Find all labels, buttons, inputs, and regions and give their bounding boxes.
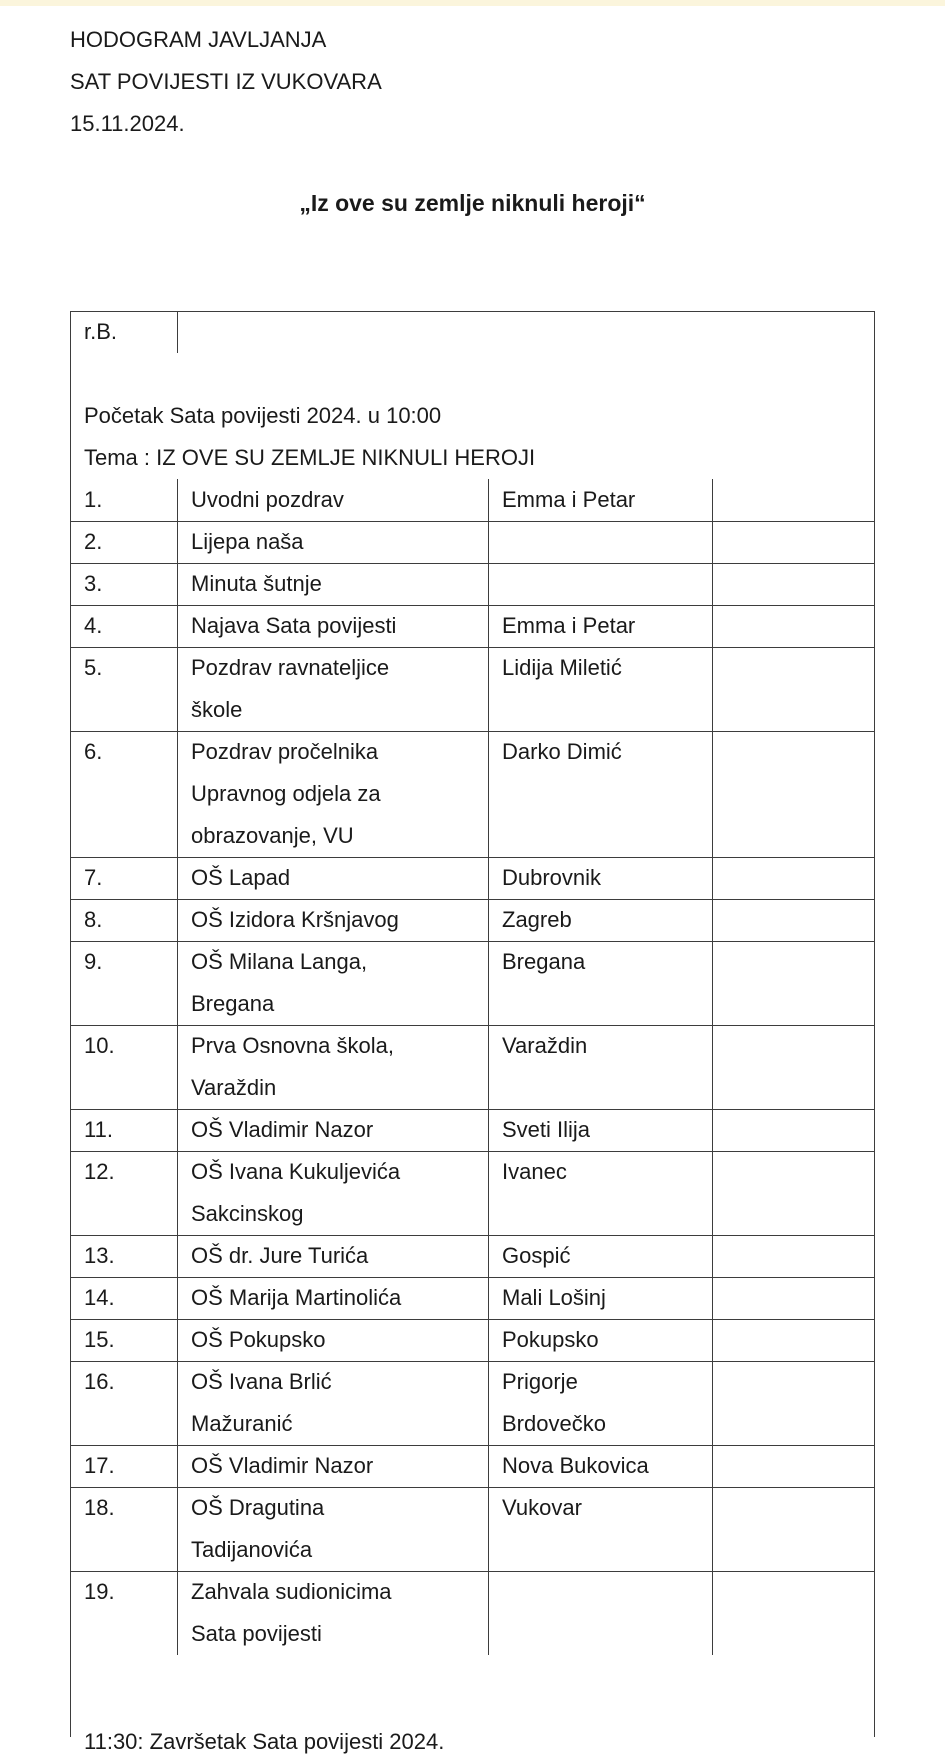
table-head-label: r.B. — [84, 319, 118, 344]
row-performer-text: Emma i Petar — [502, 613, 636, 638]
header-line-2: SAT POVIJESTI IZ VUKOVARA — [70, 69, 382, 94]
row-performer-text: Nova Bukovica — [502, 1453, 649, 1478]
table-top-border — [70, 311, 875, 312]
row-performer-text: Vukovar — [502, 1495, 582, 1520]
row-number: 19. — [84, 1579, 115, 1604]
row-number: 11. — [84, 1117, 113, 1142]
row-item-text: OŠ Ivana Brlić — [191, 1369, 332, 1394]
row-item-text: Tadijanovića — [191, 1537, 313, 1562]
row-number: 1. — [84, 487, 103, 512]
row-number: 2. — [84, 529, 103, 554]
row-item-text: Mažuranić — [191, 1411, 293, 1436]
row-item-text: OŠ Ivana Kukuljevića — [191, 1159, 401, 1184]
row-performer-text: Bregana — [502, 949, 586, 974]
row-item-text: Sakcinskog — [191, 1201, 304, 1226]
row-item-text: Bregana — [191, 991, 275, 1016]
row-performer-text: Gospić — [502, 1243, 571, 1268]
head-divider — [177, 311, 178, 353]
row-number: 9. — [84, 949, 103, 974]
row-item-text: škole — [191, 697, 243, 722]
row-item-text: OŠ dr. Jure Turića — [191, 1243, 369, 1268]
row-item-text: obrazovanje, VU — [191, 823, 354, 848]
row-performer-text: Darko Dimić — [502, 739, 622, 764]
row-item-text: Prva Osnovna škola, — [191, 1033, 394, 1058]
row-performer-text: Prigorje — [502, 1369, 578, 1394]
row-number: 8. — [84, 907, 103, 932]
row-number: 17. — [84, 1453, 115, 1478]
row-performer-text: Zagreb — [502, 907, 572, 932]
row-item-text: OŠ Marija Martinolića — [191, 1285, 402, 1310]
col-divider-1 — [177, 479, 178, 1655]
col-divider-3 — [712, 479, 713, 1655]
row-number: 5. — [84, 655, 103, 680]
row-item-text: Pozdrav ravnateljice — [191, 655, 390, 680]
row-performer-text: Dubrovnik — [502, 865, 602, 890]
row-number: 10. — [84, 1033, 115, 1058]
row-item-text: Zahvala sudionicima — [191, 1579, 392, 1604]
row-performer-text: Emma i Petar — [502, 487, 636, 512]
row-item-text: Uvodni pozdrav — [191, 487, 344, 512]
header-date: 15.11.2024. — [70, 111, 185, 136]
row-number: 18. — [84, 1495, 115, 1520]
row-number: 7. — [84, 865, 103, 890]
row-number: 4. — [84, 613, 103, 638]
row-performer-text: Sveti Ilija — [502, 1117, 591, 1142]
row-item-text: Lijepa naša — [191, 529, 304, 554]
row-performer-text: Ivanec — [502, 1159, 567, 1184]
table-left-border — [70, 311, 71, 1737]
row-item-text: Sata povijesti — [191, 1621, 322, 1646]
row-item-text: OŠ Izidora Kršnjavog — [191, 907, 399, 932]
row-item-text: Upravnog odjela za — [191, 781, 381, 806]
row-number: 14. — [84, 1285, 115, 1310]
row-item-text: OŠ Dragutina — [191, 1495, 325, 1520]
row-item-text: OŠ Milana Langa, — [191, 949, 368, 974]
header-line-1: HODOGRAM JAVLJANJA — [70, 27, 327, 52]
row-performer-text: Lidija Miletić — [502, 655, 622, 680]
top-bar — [0, 0, 945, 6]
theme-text: Tema : IZ OVE SU ZEMLJE NIKNULI HEROJI — [84, 445, 536, 470]
row-item-text: OŠ Vladimir Nazor — [191, 1453, 374, 1478]
row-number: 3. — [84, 571, 103, 596]
row-number: 6. — [84, 739, 103, 764]
row-item-text: Varaždin — [191, 1075, 277, 1100]
row-performer-text: Pokupsko — [502, 1327, 599, 1352]
row-item-text: OŠ Vladimir Nazor — [191, 1117, 374, 1142]
row-performer-text: Mali Lošinj — [502, 1285, 606, 1310]
col-divider-2 — [488, 479, 489, 1655]
document-title: „Iz ove su zemlje niknuli heroji“ — [299, 190, 646, 216]
schedule-table — [70, 311, 875, 1754]
row-number: 12. — [84, 1159, 115, 1184]
row-item-text: Pozdrav pročelnika — [191, 739, 379, 764]
start-text: Početak Sata povijesti 2024. u 10:00 — [84, 403, 442, 428]
row-number: 15. — [84, 1327, 115, 1352]
row-item-text: Najava Sata povijesti — [191, 613, 397, 638]
row-number: 16. — [84, 1369, 115, 1394]
row-performer-text: Brdovečko — [502, 1411, 606, 1436]
table-right-border — [874, 311, 875, 1737]
row-item-text: Minuta šutnje — [191, 571, 322, 596]
row-number: 13. — [84, 1243, 115, 1268]
row-item-text: OŠ Lapad — [191, 865, 291, 890]
row-performer-text: Varaždin — [502, 1033, 588, 1058]
end-text: 11:30: Završetak Sata povijesti 2024. — [84, 1729, 445, 1754]
row-item-text: OŠ Pokupsko — [191, 1327, 326, 1352]
